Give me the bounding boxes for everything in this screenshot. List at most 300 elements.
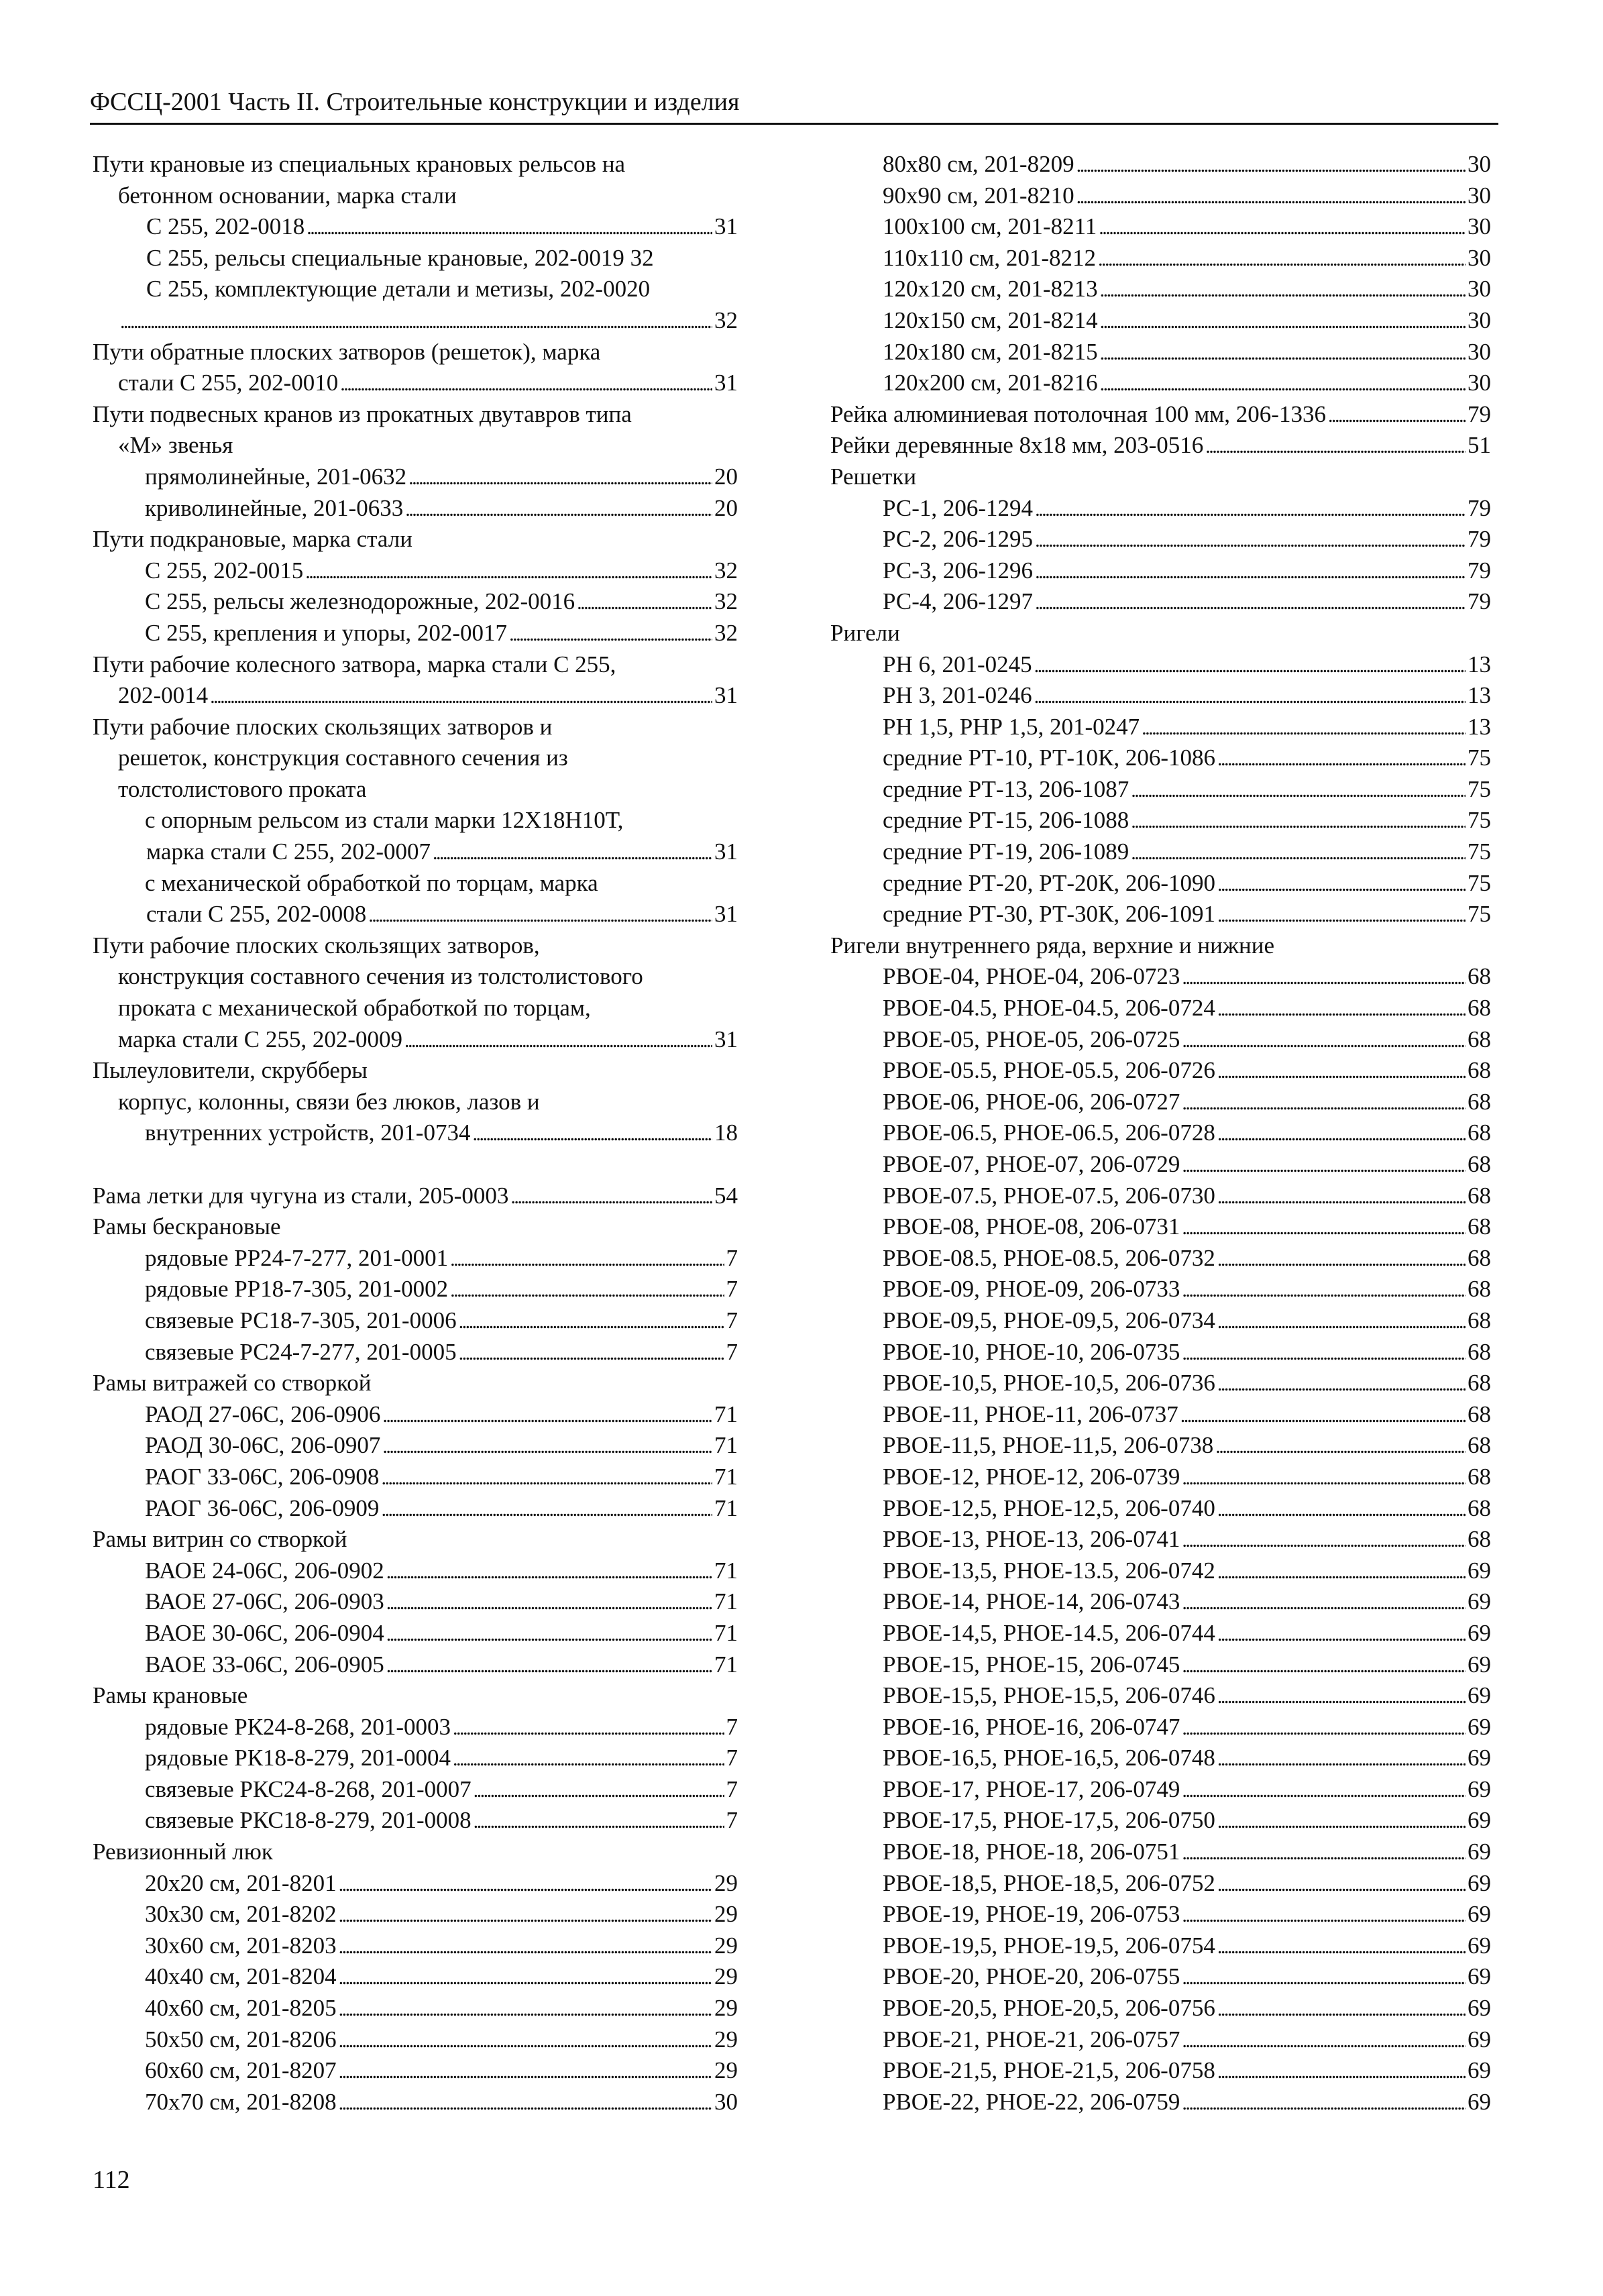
- index-entry-text: 202-0014: [118, 682, 209, 709]
- dot-leader: [1182, 1774, 1466, 1806]
- index-entry-text: РВОЕ-09, РНОЕ-09, 206-0733: [883, 1276, 1180, 1303]
- index-page-ref: 68: [1468, 1463, 1491, 1490]
- index-page-ref: 30: [1468, 276, 1491, 303]
- dot-leader: [1217, 1618, 1466, 1649]
- index-page-ref: 54: [714, 1182, 738, 1209]
- index-entry-text: рядовые РК18-8-279, 201-0004: [145, 1745, 451, 1771]
- index-entry: [93, 149, 738, 180]
- dot-leader: [1100, 337, 1466, 368]
- dot-leader: [339, 1993, 712, 2024]
- index-entry-text: Ревизионный люк: [93, 1839, 273, 1865]
- dot-leader: [1035, 524, 1466, 555]
- dot-leader: [1217, 1055, 1466, 1087]
- index-entry-text: ВАОЕ 27-06С, 206-0903: [145, 1588, 384, 1615]
- index-entry-text: 80х80 см, 201-8209: [883, 151, 1074, 177]
- index-entry: [830, 1024, 1491, 1056]
- index-entry-text: РН 1,5, РНР 1,5, 201-0247: [883, 713, 1140, 740]
- index-entry-text: РВОЕ-08, РНОЕ-08, 206-0731: [883, 1213, 1180, 1240]
- index-entry: [830, 1399, 1491, 1431]
- index-entry: [93, 1868, 738, 1900]
- index-entry-text: внутренних устройств, 201-0734: [145, 1119, 471, 1146]
- index-page-ref: 68: [1468, 995, 1491, 1022]
- index-page-ref: 30: [1468, 182, 1491, 209]
- index-entry-text: средние РТ-13, 206-1087: [883, 775, 1129, 802]
- dot-leader: [339, 1868, 712, 1900]
- index-entry: [830, 274, 1491, 305]
- index-page-ref: 68: [1468, 1057, 1491, 1084]
- index-page-ref: 69: [1468, 1932, 1491, 1959]
- index-entry: [93, 399, 738, 431]
- index-entry-text: РВОЕ-07.5, РНОЕ-07.5, 206-0730: [883, 1182, 1215, 1209]
- index-entry: [830, 399, 1491, 431]
- index-entry-text: С 255, рельсы специальные крановые, 202-0019 32: [146, 244, 654, 271]
- index-page-ref: 69: [1468, 1651, 1491, 1678]
- index-entry: [830, 243, 1491, 274]
- index-page-ref: 18: [714, 1119, 738, 1146]
- index-entry: [830, 680, 1491, 712]
- dot-leader: [120, 305, 712, 337]
- dot-leader: [1182, 1837, 1466, 1868]
- index-entry-text: марка стали С 255, 202-0007: [146, 838, 431, 865]
- index-entry: [830, 1368, 1491, 1399]
- index-entry: [830, 337, 1491, 368]
- index-entry: [830, 2055, 1491, 2087]
- index-entry-text: РВОЕ-11,5, РНОЕ-11,5, 206-0738: [883, 1432, 1214, 1459]
- index-page-ref: 20: [714, 494, 738, 521]
- index-entry: [93, 1305, 738, 1337]
- index-entry: [93, 274, 738, 305]
- index-entry: [830, 586, 1491, 618]
- index-entry-text: Пути рабочие плоских скользящих затворов и: [93, 713, 553, 740]
- index-entry: [830, 1149, 1491, 1181]
- dot-leader: [1131, 836, 1466, 868]
- dot-leader: [382, 1399, 712, 1431]
- dot-leader: [577, 586, 712, 618]
- index-entry: [830, 649, 1491, 681]
- index-entry-text: 90х90 см, 201-8210: [883, 182, 1074, 209]
- index-entry-text: РВОЕ-21,5, РНОЕ-21,5, 206-0758: [883, 2057, 1215, 2084]
- index-entry-text: 110х110 см, 201-8212: [883, 244, 1096, 271]
- index-page-ref: 68: [1468, 1244, 1491, 1271]
- index-entry: [93, 712, 738, 743]
- index-entry-text: РАОГ 36-06С, 206-0909: [145, 1494, 380, 1521]
- index-entry: [830, 1055, 1491, 1087]
- dot-leader: [339, 2055, 712, 2087]
- dot-leader: [1182, 1337, 1466, 1368]
- index-page-ref: 31: [714, 370, 738, 396]
- dot-leader: [1217, 1117, 1466, 1149]
- index-entry: [830, 1743, 1491, 1774]
- index-entry-text: 40х60 см, 201-8205: [145, 1995, 337, 2022]
- index-page-ref: 75: [1468, 807, 1491, 834]
- index-entry-text: связевые РС18-7-305, 201-0006: [145, 1307, 457, 1333]
- index-entry: [93, 555, 738, 587]
- index-entry-text: С 255, комплектующие детали и метизы, 202-0020: [146, 276, 651, 303]
- dot-leader: [386, 1586, 712, 1618]
- index-page-ref: 79: [1468, 588, 1491, 615]
- dot-leader: [1182, 1649, 1466, 1681]
- index-page-ref: 79: [1468, 526, 1491, 553]
- index-page-ref: 30: [1468, 338, 1491, 365]
- dot-leader: [1217, 868, 1466, 899]
- index-page-ref: 29: [714, 2026, 738, 2053]
- index-page-ref: 69: [1468, 1839, 1491, 1865]
- dot-leader: [1217, 1930, 1466, 1962]
- index-entry-text: стали С 255, 202-0008: [146, 901, 367, 928]
- dot-leader: [1217, 1493, 1466, 1525]
- dot-leader: [1035, 555, 1466, 587]
- index-page-ref: 29: [714, 1869, 738, 1896]
- index-entry-text: РВОЕ-09,5, РНОЕ-09,5, 206-0734: [883, 1307, 1215, 1333]
- dot-leader: [509, 618, 712, 649]
- dot-leader: [1100, 274, 1466, 305]
- index-entry: [93, 1837, 738, 1868]
- index-page-ref: 7: [726, 1745, 738, 1771]
- index-entry-text: РС-4, 206-1297: [883, 588, 1034, 615]
- index-page-ref: 68: [1468, 1119, 1491, 1146]
- index-column-right: [830, 149, 1491, 2118]
- index-entry: [93, 1930, 738, 1962]
- index-entry-text: РАОД 30-06С, 206-0907: [145, 1432, 381, 1459]
- dot-leader: [450, 1243, 724, 1274]
- index-entry: [93, 1805, 738, 1837]
- index-entry: [93, 868, 738, 899]
- index-entry: [830, 930, 1491, 962]
- index-entry: [93, 680, 738, 712]
- index-entry-text: РВОЕ-15, РНОЕ-15, 206-0745: [883, 1651, 1180, 1678]
- index-page-ref: 7: [726, 1807, 738, 1834]
- index-entry: [830, 149, 1491, 180]
- index-entry-text: Решетки: [830, 463, 917, 490]
- dot-leader: [472, 1117, 712, 1149]
- index-page-ref: 29: [714, 1963, 738, 1990]
- dot-leader: [1076, 149, 1466, 180]
- index-entry-text: 100х100 см, 201-8211: [883, 213, 1097, 240]
- index-page-ref: 7: [726, 1244, 738, 1271]
- index-entry-text: ВАОЕ 33-06С, 206-0905: [145, 1651, 384, 1678]
- index-page-ref: 69: [1468, 2026, 1491, 2053]
- index-entry-text: связевые РС24-7-277, 201-0005: [145, 1338, 457, 1365]
- index-page-ref: 69: [1468, 1588, 1491, 1615]
- dot-leader: [1215, 1430, 1466, 1462]
- index-entry-text: РВОЕ-19,5, РНОЕ-19,5, 206-0754: [883, 1932, 1215, 1959]
- dot-leader: [1076, 180, 1466, 212]
- index-entry-text: РН 3, 201-0246: [883, 682, 1032, 709]
- index-page-ref: 7: [726, 1338, 738, 1365]
- dot-leader: [1098, 243, 1466, 274]
- index-entry-text: средние РТ-15, 206-1088: [883, 807, 1129, 834]
- index-entry-text: РН 6, 201-0245: [883, 651, 1032, 677]
- index-page-ref: 69: [1468, 2057, 1491, 2084]
- index-page-ref: 31: [714, 682, 738, 709]
- index-entry-text: «М» звенья: [118, 432, 233, 459]
- dot-leader: [339, 2024, 712, 2056]
- index-entry: [830, 461, 1491, 493]
- index-entry-text: РВОЕ-06.5, РНОЕ-06.5, 206-0728: [883, 1119, 1215, 1146]
- index-entry-text: 120х180 см, 201-8215: [883, 338, 1098, 365]
- index-entry-text: РВОЕ-17,5, РНОЕ-17,5, 206-0750: [883, 1807, 1215, 1834]
- index-entry: [830, 1586, 1491, 1618]
- dot-leader: [1182, 2087, 1466, 2118]
- index-entry: [93, 1087, 738, 1118]
- index-entry: [93, 649, 738, 681]
- index-entry-text: средние РТ-30, РТ-30К, 206-1091: [883, 901, 1216, 928]
- index-page-ref: 79: [1468, 400, 1491, 427]
- index-page-ref: 68: [1468, 1432, 1491, 1459]
- index-entry-text: 120х120 см, 201-8213: [883, 276, 1098, 303]
- index-page-ref: 68: [1468, 1182, 1491, 1209]
- dot-leader: [459, 1337, 724, 1368]
- index-page-ref: 31: [714, 838, 738, 865]
- dot-leader: [1034, 680, 1466, 712]
- index-entry: [93, 1462, 738, 1493]
- index-page-ref: 68: [1468, 1151, 1491, 1177]
- index-entry: [93, 243, 738, 274]
- dot-leader: [386, 1618, 712, 1649]
- dot-leader: [368, 899, 712, 930]
- index-entry: [830, 1524, 1491, 1555]
- dot-leader: [1217, 1243, 1466, 1274]
- index-page-ref: 71: [714, 1463, 738, 1490]
- index-entry-text: РВОЕ-04, РНОЕ-04, 206-0723: [883, 963, 1180, 990]
- dot-leader: [1142, 712, 1466, 743]
- index-entry-text: РВОЕ-20, РНОЕ-20, 206-0755: [883, 1963, 1180, 1990]
- index-entry-text: С 255, рельсы железнодорожные, 202-0016: [145, 588, 575, 615]
- dot-leader: [474, 1805, 724, 1837]
- index-entry-text: РВОЕ-11, РНОЕ-11, 206-0737: [883, 1401, 1178, 1427]
- index-entry: [93, 899, 738, 930]
- index-page-ref: 30: [714, 2088, 738, 2115]
- index-entry: [830, 712, 1491, 743]
- index-entry: [93, 1961, 738, 1993]
- index-entry: [93, 461, 738, 493]
- index-page-ref: 30: [1468, 151, 1491, 177]
- index-page-ref: 29: [714, 1932, 738, 1959]
- dot-leader: [1217, 899, 1466, 930]
- index-entry: [830, 180, 1491, 212]
- index-page-ref: 69: [1468, 1963, 1491, 1990]
- dot-leader: [474, 1774, 724, 1806]
- index-entry-text: Рама летки для чугуна из стали, 205-0003: [93, 1182, 509, 1209]
- index-entry-text: бетонном основании, марка стали: [118, 182, 457, 209]
- index-page-ref: 30: [1468, 370, 1491, 396]
- dot-leader: [1217, 1368, 1466, 1399]
- index-entry-text: толстолистового проката: [118, 775, 367, 802]
- index-entry-text: Рамы витражей со створкой: [93, 1370, 372, 1397]
- index-entry-text: С 255, крепления и упоры, 202-0017: [145, 619, 508, 646]
- index-entry: [93, 1993, 738, 2024]
- dot-leader: [1217, 2055, 1466, 2087]
- dot-leader: [386, 1555, 712, 1587]
- index-entry-text: РВОЕ-16,5, РНОЕ-16,5, 206-0748: [883, 1745, 1215, 1771]
- dot-leader: [1131, 805, 1466, 836]
- index-page-ref: 7: [726, 1307, 738, 1333]
- dot-leader: [381, 1493, 712, 1525]
- index-page-ref: 75: [1468, 838, 1491, 865]
- index-entry-text: РС-2, 206-1295: [883, 526, 1034, 553]
- dot-leader: [340, 368, 712, 399]
- index-entry-text: РВОЕ-22, РНОЕ-22, 206-0759: [883, 2088, 1180, 2115]
- index-entry: [830, 211, 1491, 243]
- index-page-ref: 68: [1468, 1526, 1491, 1553]
- index-entry-text: РВОЕ-15,5, РНОЕ-15,5, 206-0746: [883, 1682, 1215, 1709]
- index-entry-text: Пути подвесных кранов из прокатных двутавров типа: [93, 400, 632, 427]
- dot-leader: [210, 680, 712, 712]
- header-rule: [90, 123, 1498, 125]
- index-entry-text: 50х50 см, 201-8206: [145, 2026, 337, 2053]
- index-entry: [93, 1524, 738, 1555]
- index-entry-text: решеток, конструкция составного сечения из: [118, 745, 568, 771]
- dot-leader: [1217, 1993, 1466, 2024]
- index-entry-text: Ригели: [830, 619, 900, 646]
- index-entry: [830, 1274, 1491, 1305]
- index-entry-text: связевые РКС18-8-279, 201-0008: [145, 1807, 472, 1834]
- dot-leader: [1182, 1087, 1466, 1118]
- dot-leader: [405, 493, 712, 525]
- index-entry: [93, 618, 738, 649]
- index-entry: [93, 1743, 738, 1774]
- index-entry: [830, 1993, 1491, 2024]
- index-entry: [93, 961, 738, 993]
- index-entry: [830, 493, 1491, 525]
- index-entry-text: 20х20 см, 201-8201: [145, 1869, 337, 1896]
- index-entry-text: РВОЕ-21, РНОЕ-21, 206-0757: [883, 2026, 1180, 2053]
- index-entry: [93, 337, 738, 368]
- index-entry: [93, 180, 738, 212]
- index-entry: [93, 1712, 738, 1743]
- index-entry: [830, 868, 1491, 899]
- index-entry-text: рядовые РР18-7-305, 201-0002: [145, 1276, 449, 1303]
- index-page-ref: 32: [714, 619, 738, 646]
- index-entry: [830, 1181, 1491, 1212]
- dot-leader: [1182, 961, 1466, 993]
- index-page-ref: 68: [1468, 1276, 1491, 1303]
- index-entry-text: РАОД 27-06С, 206-0906: [145, 1401, 381, 1427]
- index-page-ref: 69: [1468, 1713, 1491, 1740]
- index-entry-text: прямолинейные, 201-0632: [145, 463, 407, 490]
- index-entry-text: с механической обработкой по торцам, марка: [145, 869, 598, 896]
- index-entry: [830, 1680, 1491, 1712]
- index-entry: [93, 1649, 738, 1681]
- index-entry: [93, 1368, 738, 1399]
- index-entry: [830, 1087, 1491, 1118]
- index-page-ref: 69: [1468, 1682, 1491, 1709]
- index-entry: [93, 774, 738, 806]
- page-number: 112: [93, 2166, 130, 2194]
- index-entry-text: 30х60 см, 201-8203: [145, 1932, 337, 1959]
- index-entry: [830, 1712, 1491, 1743]
- index-entry-text: связевые РКС24-8-268, 201-0007: [145, 1775, 472, 1802]
- index-entry-text: 40х40 см, 201-8204: [145, 1963, 337, 1990]
- index-page-ref: 75: [1468, 745, 1491, 771]
- index-entry: [93, 1774, 738, 1806]
- index-entry: [93, 1493, 738, 1525]
- index-entry-text: РВОЕ-10,5, РНОЕ-10,5, 206-0736: [883, 1370, 1215, 1397]
- index-entry: [93, 1149, 738, 1181]
- index-page-ref: 68: [1468, 1307, 1491, 1333]
- dot-leader: [1182, 1586, 1466, 1618]
- index-entry: [93, 836, 738, 868]
- index-page-ref: 31: [714, 213, 738, 240]
- index-entry-text: 70х70 см, 201-8208: [145, 2088, 337, 2115]
- index-entry-text: рядовые РК24-8-268, 201-0003: [145, 1713, 451, 1740]
- index-entry: [93, 1555, 738, 1587]
- index-page-ref: 20: [714, 463, 738, 490]
- dot-leader: [1182, 2024, 1466, 2056]
- index-entry-text: проката с механической обработкой по торцам,: [118, 995, 591, 1022]
- index-page-ref: 69: [1468, 1745, 1491, 1771]
- dot-leader: [1035, 586, 1466, 618]
- dot-leader: [1217, 1868, 1466, 1900]
- index-entry: [93, 2024, 738, 2056]
- index-entry-text: РВОЕ-08.5, РНОЕ-08.5, 206-0732: [883, 1244, 1215, 1271]
- index-entry-text: РС-1, 206-1294: [883, 494, 1034, 521]
- index-entry: [830, 899, 1491, 930]
- index-page-ref: 75: [1468, 901, 1491, 928]
- dot-leader: [339, 1961, 712, 1993]
- dot-leader: [1100, 368, 1466, 399]
- index-entry: [93, 2087, 738, 2118]
- index-page-ref: 29: [714, 1995, 738, 2022]
- index-entry-text: рядовые РР24-7-277, 201-0001: [145, 1244, 449, 1271]
- index-entry: [93, 1586, 738, 1618]
- index-entry: [830, 2087, 1491, 2118]
- dot-leader: [408, 461, 712, 493]
- index-entry: [830, 1462, 1491, 1493]
- dot-leader: [1328, 399, 1466, 431]
- index-page-ref: 68: [1468, 1338, 1491, 1365]
- index-entry-text: РВОЕ-18,5, РНОЕ-18,5, 206-0752: [883, 1869, 1215, 1896]
- index-page-ref: 71: [714, 1494, 738, 1521]
- index-entry-text: 60х60 см, 201-8207: [145, 2057, 337, 2084]
- dot-leader: [305, 555, 712, 587]
- index-entry-text: стали С 255, 202-0010: [118, 370, 339, 396]
- index-page-ref: 69: [1468, 1619, 1491, 1646]
- index-entry-text: средние РТ-19, 206-1089: [883, 838, 1129, 865]
- index-page-ref: 79: [1468, 557, 1491, 584]
- page-header: ФССЦ-2001 Часть II. Строительные конструкции и изделия: [90, 88, 740, 116]
- index-entry: [93, 493, 738, 525]
- index-page-ref: 69: [1468, 1869, 1491, 1896]
- index-entry-text: РВОЕ-19, РНОЕ-19, 206-0753: [883, 1901, 1180, 1928]
- dot-leader: [1099, 211, 1466, 243]
- dot-leader: [1100, 305, 1466, 337]
- index-entry: [93, 1430, 738, 1462]
- index-entry-text: РВОЕ-07, РНОЕ-07, 206-0729: [883, 1151, 1180, 1177]
- dot-leader: [339, 1930, 712, 1962]
- index-entry-text: РВОЕ-14,5, РНОЕ-14.5, 206-0744: [883, 1619, 1215, 1646]
- index-page-ref: 13: [1468, 713, 1491, 740]
- dot-leader: [1205, 430, 1466, 461]
- index-entry-text: С 255, 202-0015: [145, 557, 304, 584]
- dot-leader: [1217, 1555, 1466, 1587]
- index-entry-text: Рейки деревянные 8х18 мм, 203-0516: [830, 432, 1204, 459]
- index-entry: [830, 1899, 1491, 1930]
- index-entry-text: Рейка алюминиевая потолочная 100 мм, 206-1336: [830, 400, 1326, 427]
- index-entry-text: РВОЕ-12, РНОЕ-12, 206-0739: [883, 1463, 1180, 1490]
- dot-leader: [1180, 1399, 1466, 1431]
- index-entry-text: Пылеуловители, скрубберы: [93, 1057, 368, 1084]
- index-entry: [830, 2024, 1491, 2056]
- dot-leader: [339, 2087, 712, 2118]
- index-page-ref: 68: [1468, 1088, 1491, 1115]
- index-entry: [93, 586, 738, 618]
- index-entry: [93, 1618, 738, 1649]
- index-page-ref: 31: [714, 901, 738, 928]
- index-entry: [93, 1181, 738, 1212]
- index-page-ref: 69: [1468, 2088, 1491, 2115]
- index-entry: [830, 524, 1491, 555]
